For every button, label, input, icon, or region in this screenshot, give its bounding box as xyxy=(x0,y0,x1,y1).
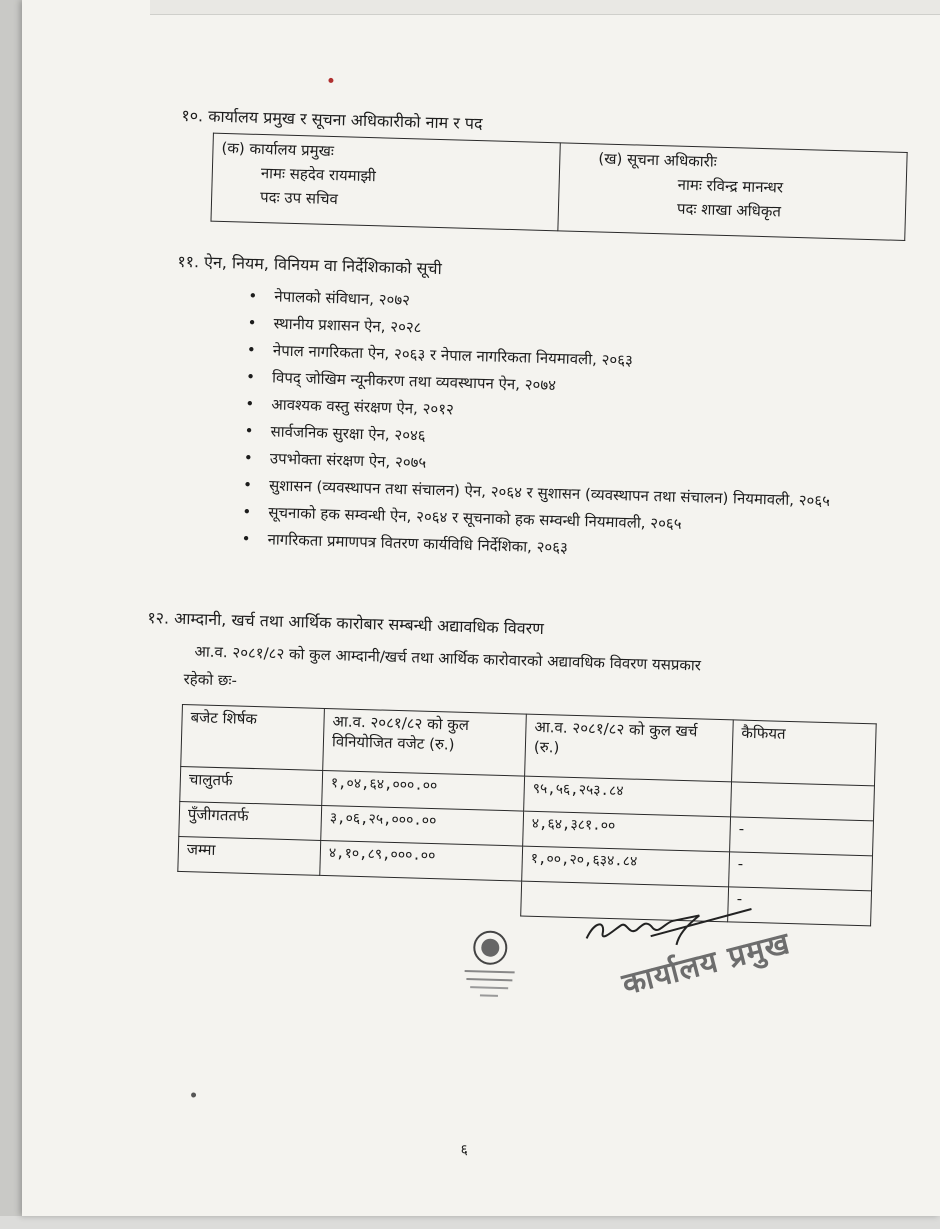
list-item: • सुशासन (व्यवस्थापन तथा संचालन) ऐन, २०६४ र सुशासन (व्यवस्थापन तथा संचालन) नियमावली, २०६५ xyxy=(255,473,895,515)
officer-table xyxy=(210,133,907,241)
budget-table xyxy=(176,704,876,926)
list-item: • उपभोक्ता संरक्षण ऐन, २०७५ xyxy=(256,446,896,488)
info-officer-post: पदः शाखा अधिकृत xyxy=(676,199,782,221)
list-item: • नागरिकता प्रमाणपत्र वितरण कार्यविधि निर्देशिका, २०६३ xyxy=(253,527,893,569)
acts-list xyxy=(253,284,900,572)
office-head-post: पदः उप सचिव xyxy=(259,187,339,209)
expense-cell: ४,६४,३८१.०० xyxy=(523,811,731,852)
section-12-title: १२. आम्दानी, खर्च तथा आर्थिक कारोबार सम्बन्धी अद्यावधिक विवरण xyxy=(147,608,545,639)
remark-cell: - xyxy=(728,887,872,926)
office-head-cell xyxy=(211,133,560,231)
intro-line-2: रहेको छः- xyxy=(183,670,238,690)
section-12-intro xyxy=(183,637,702,707)
section-10-title: १०. कार्यालय प्रमुख र सूचना अधिकारीको नाम र पद xyxy=(181,105,483,134)
expense-cell: ९५,५६,२५३.८४ xyxy=(524,776,732,817)
budget-cell: ३,०६,२५,०००.०० xyxy=(321,805,524,846)
column-header: बजेट शिर्षक xyxy=(181,705,325,771)
budget-cell: ४,१०,८९,०००.०० xyxy=(320,840,523,881)
ink-dot xyxy=(328,78,333,83)
column-header: कैफियत xyxy=(732,720,877,786)
row-title: चालुतर्फ xyxy=(180,766,323,805)
list-item: • सूचनाको हक सम्वन्धी ऐन, २०६४ र सूचनाको हक सम्वन्धी नियमावली, २०६५ xyxy=(254,500,894,542)
info-officer-label: (ख) सूचना अधिकारीः xyxy=(598,149,718,171)
list-item: • सार्वजनिक सुरक्षा ऐन, २०४६ xyxy=(256,419,896,461)
remark-cell: - xyxy=(729,852,873,891)
list-item: • नेपालको संविधान, २०७२ xyxy=(260,284,900,326)
remark-cell xyxy=(731,782,875,821)
list-item: • नेपाल नागरिकता ऐन, २०६३ र नेपाल नागरिकता नियमावली, २०६३ xyxy=(259,338,899,380)
page-number: ६ xyxy=(460,1141,469,1159)
office-head-stamp: कार्यालय प्रमुख xyxy=(618,925,794,1003)
row-title: जम्मा xyxy=(178,836,321,875)
row-title: पुँजीगततर्फ xyxy=(179,801,322,840)
info-officer-name: नामः रविन्द्र मानन्धर xyxy=(677,175,784,197)
budget-cell: १,०४,६४,०००.०० xyxy=(322,770,525,811)
list-item: • स्थानीय प्रशासन ऐन, २०२८ xyxy=(259,311,899,353)
intro-line-1: आ.व. २०८१/८२ को कुल आम्दानी/खर्च तथा आर्थिक कारोवारको अद्यावधिक विवरण यसप्रकार xyxy=(194,642,702,675)
office-head-label: (क) कार्यालय प्रमुखः xyxy=(221,138,335,161)
info-officer-cell xyxy=(558,143,907,241)
column-header: आ.व. २०८१/८२ को कुल विनियोजित वजेट (रु.) xyxy=(323,708,527,776)
office-head-name: नामः सहदेव रायमाझी xyxy=(260,163,377,186)
remark-cell: - xyxy=(730,817,874,856)
expense-cell: १,००,२०,६३४.८४ xyxy=(522,846,730,887)
column-header: आ.व. २०८१/८२ को कुल खर्च (रु.) xyxy=(525,714,734,782)
list-item: • आवश्यक वस्तु संरक्षण ऐन, २०१२ xyxy=(257,392,897,434)
section-11-title: ११. ऐन, नियम, विनियम वा निर्देशिकाको सूची xyxy=(177,251,443,279)
office-seal-icon xyxy=(454,925,526,1007)
ink-dot xyxy=(191,1092,196,1097)
list-item: • विपद् जोखिम न्यूनीकरण तथा व्यवस्थापन ऐन, २०७४ xyxy=(258,365,898,407)
